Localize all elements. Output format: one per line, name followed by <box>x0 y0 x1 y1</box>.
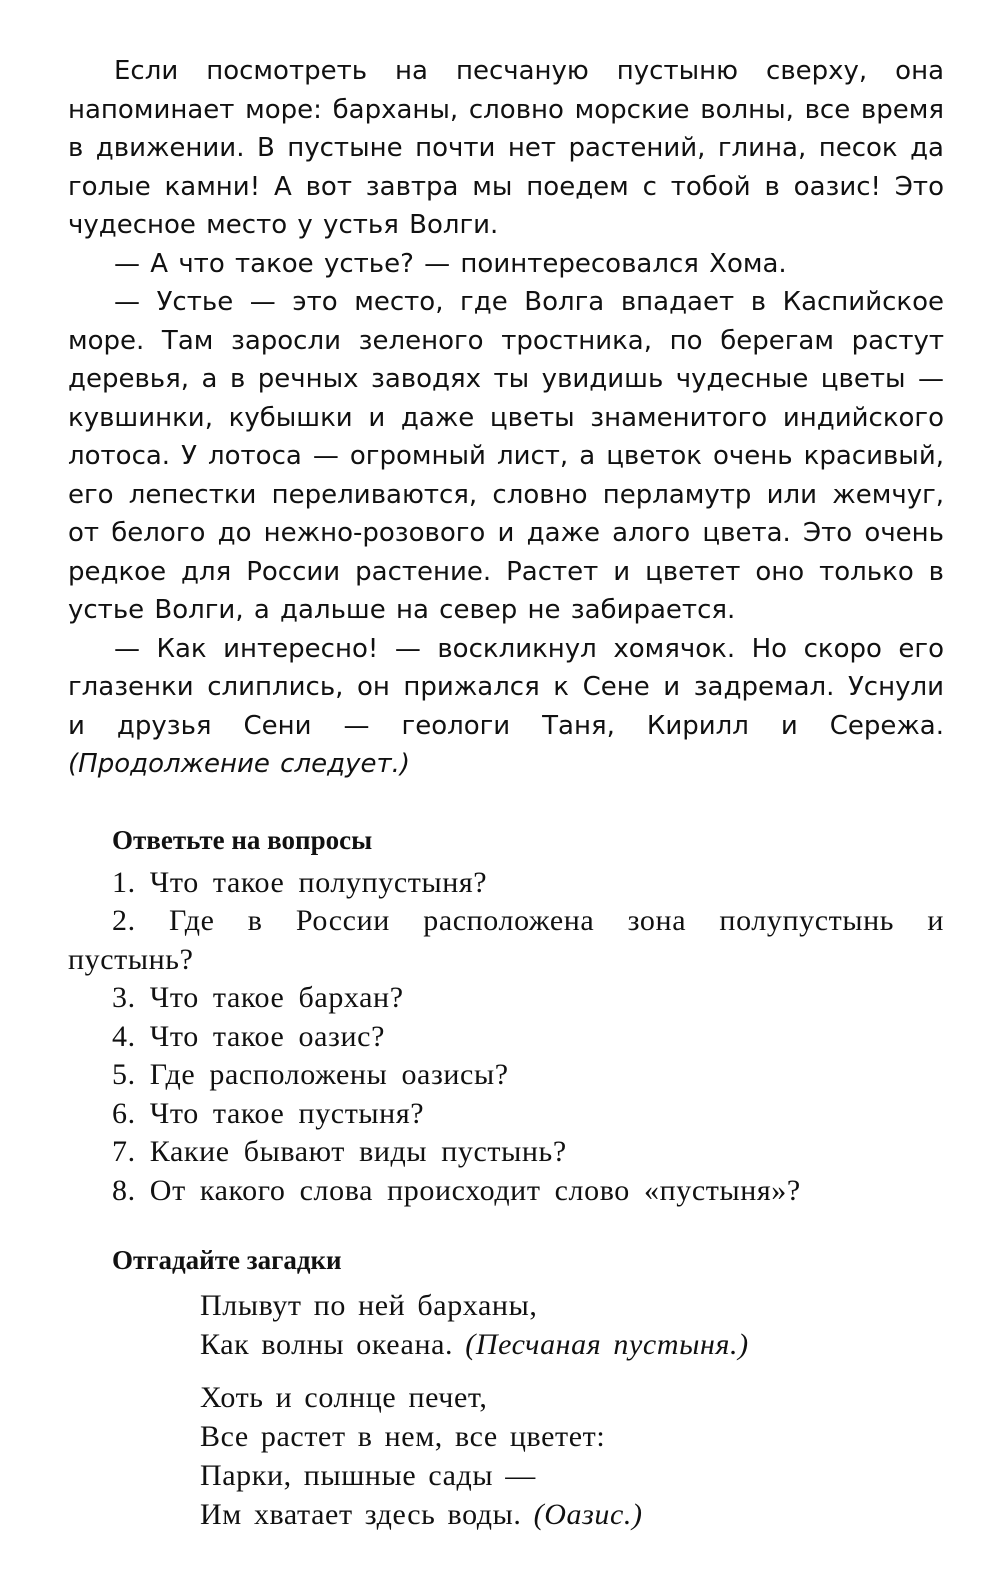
riddle-line: Плывут по ней барханы, <box>200 1289 538 1322</box>
question-item: 2. Где в России расположена зона полупустынь и пустынь? <box>68 904 944 976</box>
riddle-line <box>200 1495 944 1534</box>
story-paragraph-2: — А что такое устье? — поинтересовался Хома. <box>114 248 787 279</box>
questions-list <box>68 864 944 1211</box>
riddle-1 <box>200 1286 944 1364</box>
riddles-heading: Отгадайте загадки <box>112 1245 342 1275</box>
questions-heading: Ответьте на вопросы <box>112 824 373 855</box>
story-paragraph-4 <box>68 630 944 784</box>
story-paragraph-3: — Устье — это место, где Волга впадает в Каспийское море. Там заросли зеленого тростника, по берегам растут деревья, а в речных заводях ты увидишь чудесные цветы — кувшинки, кубышки и даже цветы знаменитого индийского лотоса. У лотоса — огромный лист, а цветок очень красивый, его лепестки переливаются, словно перламутр или жемчуг, от белого до нежно-розового и даже алого цвета. Это очень редкое для России растение. Растет и цветет оно только в устье Волги, а дальше на север не забирается. <box>68 287 944 625</box>
story-paragraph-4-text: — Как интересно! — воскликнул хомячок. Но скоро его глазенки слиплись, он прижался к Сене и задремал. Уснули и друзья Сени — геологи Таня, Кирилл и Сережа. <box>68 633 944 741</box>
page <box>68 52 944 1534</box>
riddle-line: Хоть и солнце печет, <box>200 1381 488 1414</box>
question-item: 4. Что такое оазис? <box>112 1019 385 1053</box>
question-item: 6. Что такое пустыня? <box>112 1096 425 1130</box>
riddle-line: Парки, пышные сады — <box>200 1459 536 1492</box>
question-item: 3. Что такое бархан? <box>112 981 404 1014</box>
question-item: 5. Где расположены оазисы? <box>112 1058 509 1091</box>
riddle-line <box>200 1325 944 1364</box>
story-text <box>68 52 944 784</box>
story-paragraph-1: Если посмотреть на песчаную пустыню сверху, она напоминает море: барханы, словно морские волны, все время в движении. В пустыне почти нет растений, глина, песок да голые камни! А вот завтра мы поедем с тобой в оазис! Это чудесное место у устья Волги. <box>68 56 944 240</box>
riddle-line: Все растет в нем, все цветет: <box>200 1420 606 1453</box>
riddle-2 <box>200 1378 944 1534</box>
riddle-answer: (Песчаная пустыня.) <box>465 1328 749 1361</box>
riddle-line-text: Им хватает здесь воды. <box>200 1498 522 1531</box>
continuation-note: (Продолжение следует.) <box>68 749 411 779</box>
riddle-answer: (Оазис.) <box>533 1498 643 1531</box>
riddle-line-text: Как волны океана. <box>200 1328 454 1361</box>
question-item: 8. От какого слова происходит слово «пустыня»? <box>112 1173 801 1207</box>
question-item: 1. Что такое полупустыня? <box>112 865 488 899</box>
question-item: 7. Какие бывают виды пустынь? <box>112 1135 567 1168</box>
